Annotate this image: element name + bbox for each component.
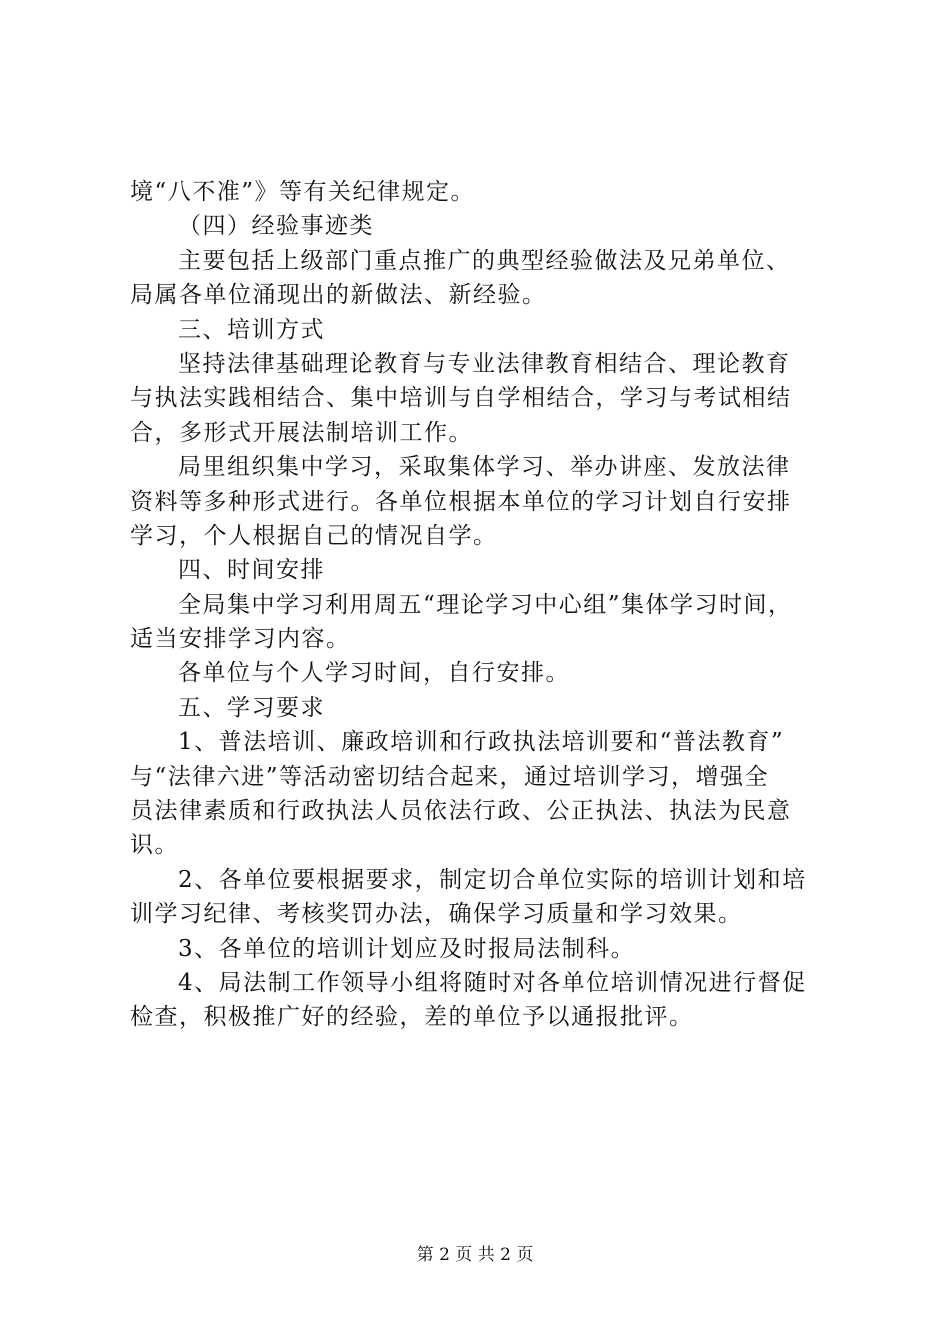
text-line: 合，多形式开展法制培训工作。 [130, 419, 473, 446]
text-line: 各单位与个人学习时间，自行安排。 [178, 660, 570, 687]
text-line: 1、普法培训、廉政培训和行政执法培训要和“普法教育” [178, 729, 785, 756]
text-line: 三、培训方式 [178, 316, 325, 343]
text-line: 五、学习要求 [178, 694, 325, 721]
text-line: 局里组织集中学习，采取集体学习、举办讲座、发放法律 [178, 454, 791, 481]
text-line: 适当安排学习内容。 [130, 626, 351, 653]
text-line: 4、局法制工作领导小组将随时对各单位培训情况进行督促 [178, 969, 807, 996]
text-line: 境“八不准”》等有关纪律规定。 [130, 179, 476, 205]
text-line: 全局集中学习利用周五“理论学习中心组”集体学习时间， [178, 591, 793, 618]
text-line: （四）经验事迹类 [178, 213, 374, 240]
text-line: 资料等多种形式进行。各单位根据本单位的学习计划自行安排 [130, 488, 792, 515]
page-footer: 第 2 页 共 2 页 [416, 1245, 534, 1265]
text-line: 2、各单位要根据要求，制定切合单位实际的培训计划和培 [178, 866, 807, 893]
text-line: 四、时间安排 [178, 557, 325, 584]
text-line: 检查，积极推广好的经验，差的单位予以通报批评。 [130, 1004, 694, 1031]
text-line: 识。 [130, 832, 179, 859]
text-line: 3、各单位的培训计划应及时报局法制科。 [178, 935, 636, 962]
text-line: 学习，个人根据自己的情况自学。 [130, 522, 498, 549]
paragraph-lines [130, 175, 830, 1035]
text-line: 局属各单位涌现出的新做法、新经验。 [130, 282, 547, 309]
text-line: 主要包括上级部门重点推广的典型经验做法及兄弟单位、 [178, 247, 791, 274]
document-body [130, 175, 830, 1035]
text-line: 坚持法律基础理论教育与专业法律教育相结合、理论教育 [178, 350, 791, 377]
text-line: 训学习纪律、考核奖罚办法，确保学习质量和学习效果。 [130, 901, 743, 928]
text-line: 员法律素质和行政执法人员依法行政、公正执法、执法为民意 [130, 798, 792, 825]
text-line: 与执法实践相结合、集中培训与自学相结合，学习与考试相结 [130, 385, 792, 412]
text-line: 与“法律六进”等活动密切结合起来，通过培训学习，增强全 [130, 763, 770, 790]
